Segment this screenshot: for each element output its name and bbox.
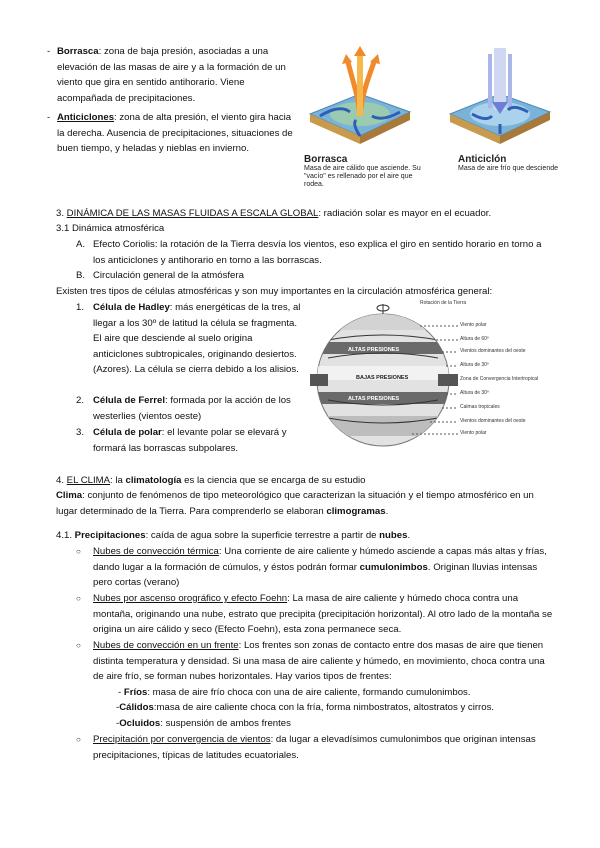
band-label-high-pressure-north: ALTAS PRESIONES: [348, 347, 400, 353]
borrasca-definition: [57, 44, 297, 106]
section-4-title: EL CLIMA: [66, 475, 111, 486]
frente-item: [93, 638, 555, 685]
front-term: Ocluidos: [119, 718, 161, 729]
climogramas-term: climogramas: [326, 505, 386, 517]
borrasca-text: : zona de baja presión, asociadas a una elevación de las masas de aire y a la formación de un viento que gira en sentido antihorario. Viene acompañada de precipitaciones.: [57, 46, 286, 104]
front-term: Cálidos: [119, 702, 154, 713]
bullet-title: Nubes por ascenso orográfico y efecto Foehn: [93, 593, 288, 604]
clima-text: : conjunto de fenómenos de tipo meteorológico que caracterizan la situación y el tiempo atmosférico en un lugar determinado de la Tierra. Para comprenderlo se elaboran: [56, 490, 534, 517]
front-term: Fríos: [123, 687, 148, 698]
subsection-3-1: 3.1 Dinámica atmosférica: [56, 223, 165, 234]
bullet-text: : La masa de aire caliente y húmedo choca contra una montaña, originando una nube, estrato que precipita (precipitación horizontal). Al otro lado de la montaña se origina un aire cálido y seco (Efecto Foehn), esta zona permanece seca.: [93, 593, 553, 636]
section-number: 3.: [56, 208, 67, 219]
polar-term: Célula de polar: [93, 427, 162, 438]
borrasca-term: Borrasca: [57, 46, 99, 57]
bullet-circle-icon: ○: [76, 594, 81, 603]
anticiclon-figure-title: Anticiclón: [458, 154, 507, 165]
globe-label: Rotación de la Tierra: [420, 300, 467, 306]
atmospheric-circulation-diagram: [308, 300, 558, 450]
bullet-marker: -: [47, 112, 51, 123]
section-number: 4.: [56, 475, 67, 486]
borrasca-block-illustration: [310, 46, 410, 144]
ferrel-cell-item: [93, 393, 301, 424]
ferrel-term: Célula de Ferrel: [93, 395, 165, 406]
front-text: :masa de aire caliente choca con la fría, forma nimbostratos, altostratos y cirros.: [153, 702, 495, 713]
bullet-circle-icon: ○: [76, 735, 81, 744]
clima-definition: [56, 488, 556, 519]
bullet-title: Nubes de convección térmica: [93, 546, 219, 557]
front-type-cold: - Fríos: masa de aire frío choca con una de aire caliente, formando cumulonimbos.: [118, 687, 471, 698]
bullet-text: : da lugar a elevadísimos cumulonimbos que originan intensas precipitaciones, típicas de latitudes ecuatoriales.: [93, 734, 536, 761]
globe-label: Viento polar: [460, 322, 487, 328]
coriolis-item: Efecto Coriolis: la rotación de la Tierra desvía los vientos, eso explica el giro en sentido horario en torno a los anticiclones y antihorario en torno a las borrascas.: [93, 239, 542, 266]
section-4-text: : la: [110, 475, 126, 486]
globe-label: Viento polar: [460, 430, 487, 436]
borrasca-figure-title: Borrasca: [304, 154, 348, 165]
bullet-text: : Los frentes son zonas de contacto entre dos masas de aire que tienen distinta temperatura y densidad. Si una masa de aire caliente y húmedo, en movimiento, choca contra una de aire frío, se forman nubes horizontales. Hay varios tipos de frentes:: [93, 640, 545, 683]
cells-intro: Existen tres tipos de células atmosféricas y son muy importantes en la circulación atmosférica general:: [56, 286, 493, 297]
pressure-figure: [300, 44, 562, 194]
polar-cell-item: [93, 425, 301, 456]
hadley-cell-item: [93, 300, 301, 378]
ferrel-text: : formada por la acción de los westerlies (vientos oeste): [93, 395, 291, 422]
section-3-heading: [56, 206, 556, 222]
globe-label: Altura de 30º: [460, 362, 489, 368]
cumulonimbos-term: cumulonimbos: [359, 561, 428, 573]
section-4-text-end: es la ciencia que se encarga de su estudio: [181, 475, 366, 486]
section-3-title: DINÁMICA DE LAS MASAS FLUIDAS A ESCALA GLOBAL: [66, 208, 319, 219]
pressure-diagram: [300, 44, 562, 154]
list-marker: A.: [76, 239, 86, 250]
orografico-item: [93, 591, 555, 638]
section-4-heading: [56, 473, 556, 489]
front-text: : suspensión de ambos frentes: [160, 718, 291, 729]
globe-label: Vientos dominantes del oeste: [460, 418, 526, 424]
band-label-low-pressure: BAJAS PRESIONES: [356, 375, 409, 381]
subsection-number: 4.1.: [56, 530, 75, 541]
front-type-warm: -Cálidos:masa de aire caliente choca con la fría, forma nimbostratos, altostratos y cirros.: [116, 702, 495, 713]
globe-label: Altura de 60º: [460, 336, 489, 342]
globe-label: Vientos dominantes del oeste: [460, 348, 526, 354]
precipitaciones-text: : caída de agua sobre la superficie terrestre a partir de: [145, 530, 380, 541]
globe-label: Zona de Convergencia Intertropical: [460, 376, 539, 382]
bullet-title: Nubes de convección en un frente: [93, 640, 239, 651]
anticiclon-block-illustration: [450, 48, 550, 144]
anticiclon-figure-caption: Masa de aire frío que desciende: [458, 165, 559, 172]
bullet-text-end: . Originan lluvias intensas pero cortas (verano): [93, 561, 538, 589]
front-text: : masa de aire frío choca con una de aire caliente, formando cumulonimbos.: [147, 687, 471, 698]
nubes-term: nubes: [379, 530, 408, 541]
convergencia-item: [93, 732, 555, 763]
hadley-text: : más energéticas de la tres, al llegar a los 30º de latitud la célula se fragmenta. El aire que desciende al suelo origina anticiclones subtropicales, originando desiertos. (Azores). La célula se cierra debido a los alisios.: [93, 302, 301, 376]
clima-end: .: [385, 505, 389, 517]
bullet-circle-icon: ○: [76, 547, 81, 556]
subsection-4-1: [56, 528, 556, 544]
section-3-rest: : radiación solar es mayor en el ecuador.: [318, 208, 492, 219]
conveccion-termica-item: [93, 544, 555, 591]
anticiclon-text: : zona de alta presión, el viento gira hacia la derecha. Ausencia de precipitaciones, situaciones de buen tiempo, y heladas y nieblas en invierno.: [57, 112, 293, 155]
list-marker: B.: [76, 270, 86, 281]
circulation-item: Circulación general de la atmósfera: [93, 270, 244, 281]
anticiclon-definition: [57, 110, 297, 157]
precipitaciones-term: Precipitaciones: [74, 530, 146, 541]
list-marker: 3.: [76, 427, 85, 438]
globe-label: Calmas tropicales: [460, 404, 500, 410]
list-marker: 1.: [76, 302, 85, 313]
hadley-term: Célula de Hadley: [93, 302, 170, 313]
list-marker: 2.: [76, 395, 85, 406]
bullet-text: : Una corriente de aire caliente y húmedo asciende a capas más altas y frías, dando lugar a la formación de cúmulos, y éstos podrán formar: [93, 546, 547, 573]
bullet-circle-icon: ○: [76, 641, 81, 650]
globe-label: Altura de 30º: [460, 390, 489, 396]
anticiclon-term: Anticiclones: [57, 112, 115, 123]
clima-term: Clima: [56, 490, 83, 501]
climatologia-term: climatología: [125, 475, 182, 486]
front-type-occluded: -Ocluidos: suspensión de ambos frentes: [116, 718, 291, 729]
subsection-end: .: [407, 530, 411, 541]
band-label-high-pressure-south: ALTAS PRESIONES: [348, 396, 400, 402]
polar-text: : el levante polar se elevará y formará las borrascas subpolares.: [93, 427, 287, 454]
bullet-title: Precipitación por convergencia de vientos: [93, 734, 271, 745]
bullet-marker: -: [47, 46, 51, 57]
globe-figure: [308, 300, 558, 450]
borrasca-figure-caption: Masa de aire cálido que asciende. Su "vacío" es rellenado por el aire que rodea.: [304, 165, 421, 188]
